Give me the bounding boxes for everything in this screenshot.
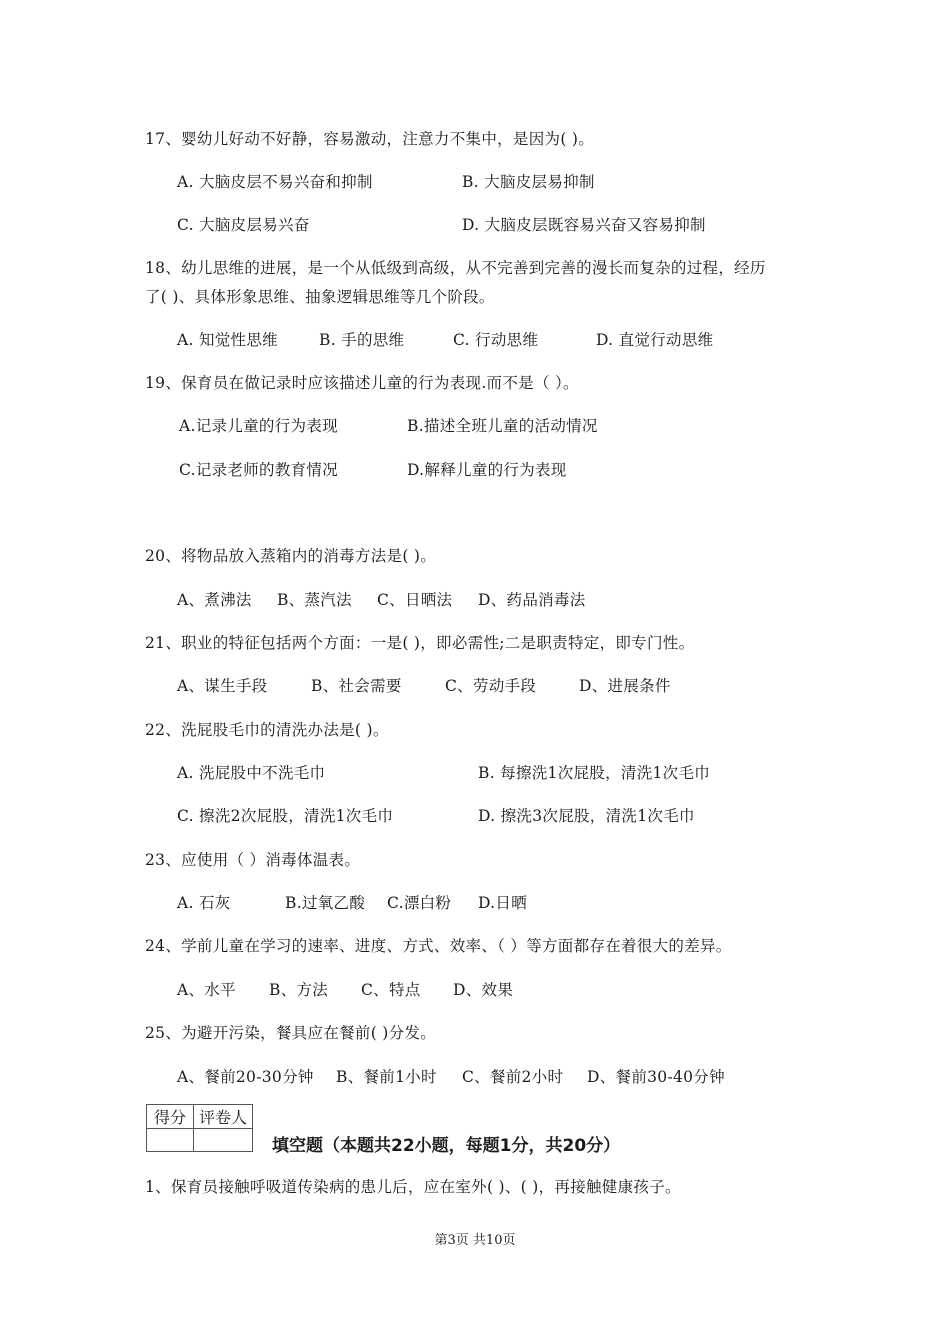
page-footer: 第3页 共10页: [434, 1233, 516, 1248]
q19-option-a: A.记录儿童的行为表现: [179, 417, 338, 435]
grader-cell: [194, 1129, 253, 1152]
q24-option-c: C、特点: [361, 981, 421, 999]
q18-option-a: A. 知觉性思维: [177, 331, 278, 349]
q25-option-a: A、餐前20-30分钟: [177, 1068, 314, 1086]
grader-header: 评卷人: [194, 1105, 253, 1129]
q24-option-b: B、方法: [269, 981, 329, 999]
q21-option-d: D、进展条件: [579, 677, 671, 695]
q21-option-b: B、社会需要: [311, 677, 402, 695]
q22-option-d: D. 擦洗3次屁股，清洗1次毛巾: [478, 807, 695, 825]
question-25-stem: 25、为避开污染，餐具应在餐前( )分发。: [145, 1024, 437, 1042]
q19-option-b: B.描述全班儿童的活动情况: [407, 417, 598, 435]
q20-option-d: D、药品消毒法: [478, 591, 586, 609]
question-18-stem: 18、幼儿思维的进展，是一个从低级到高级，从不完善到完善的漫长而复杂的过程，经历: [145, 259, 766, 277]
question-17-stem: 17、婴幼儿好动不好静，容易激动，注意力不集中，是因为( )。: [145, 130, 595, 148]
q17-option-d: D. 大脑皮层既容易兴奋又容易抑制: [462, 216, 706, 234]
q23-option-b: B.过氧乙酸: [285, 894, 366, 912]
q19-option-d: D.解释儿童的行为表现: [407, 461, 567, 479]
question-18-stem-line2: 了( )、具体形象思维、抽象逻辑思维等几个阶段。: [145, 288, 495, 306]
q25-option-d: D、餐前30-40分钟: [587, 1068, 725, 1086]
q23-option-c: C.漂白粉: [387, 894, 452, 912]
q21-option-a: A、谋生手段: [177, 677, 268, 695]
q23-option-a: A. 石灰: [177, 894, 231, 912]
q18-option-c: C. 行动思维: [453, 331, 539, 349]
score-header: 得分: [147, 1105, 194, 1129]
score-table: [146, 1104, 253, 1152]
question-19-stem: 19、保育员在做记录时应该描述儿童的行为表现.而不是（ ）。: [145, 374, 579, 392]
q20-option-a: A、煮沸法: [177, 591, 252, 609]
question-20-stem: 20、将物品放入蒸箱内的消毒方法是( )。: [145, 547, 437, 565]
question-22-stem: 22、洗屁股毛巾的清洗办法是( )。: [145, 721, 389, 739]
question-24-stem: 24、学前儿童在学习的速率、进度、方式、效率、（ ）等方面都存在着很大的差异。: [145, 937, 732, 955]
q25-option-b: B、餐前1小时: [336, 1068, 437, 1086]
q25-option-c: C、餐前2小时: [462, 1068, 564, 1086]
section-title: 填空题（本题共22小题，每题1分，共20分）: [272, 1136, 621, 1156]
q18-option-d: D. 直觉行动思维: [596, 331, 714, 349]
q20-option-b: B、蒸汽法: [277, 591, 352, 609]
question-21-stem: 21、职业的特征包括两个方面：一是( )，即必需性;二是职责特定，即专门性。: [145, 634, 695, 652]
q17-option-a: A. 大脑皮层不易兴奋和抑制: [177, 173, 373, 191]
q20-option-c: C、日晒法: [377, 591, 453, 609]
q22-option-a: A. 洗屁股中不洗毛巾: [177, 764, 326, 782]
q17-option-b: B. 大脑皮层易抑制: [462, 173, 595, 191]
q22-option-b: B. 每擦洗1次屁股，清洗1次毛巾: [478, 764, 711, 782]
q19-option-c: C.记录老师的教育情况: [179, 461, 339, 479]
fill-question-1: 1、保育员接触呼吸道传染病的患儿后，应在室外( )、( )，再接触健康孩子。: [145, 1178, 681, 1196]
question-23-stem: 23、应使用（ ）消毒体温表。: [145, 851, 361, 869]
q18-option-b: B. 手的思维: [319, 331, 405, 349]
q24-option-d: D、效果: [453, 981, 514, 999]
q22-option-c: C. 擦洗2次屁股，清洗1次毛巾: [177, 807, 394, 825]
q24-option-a: A、水平: [177, 981, 236, 999]
q23-option-d: D.日晒: [478, 894, 528, 912]
q17-option-c: C. 大脑皮层易兴奋: [177, 216, 310, 234]
q21-option-c: C、劳动手段: [445, 677, 537, 695]
score-cell: [147, 1129, 194, 1152]
